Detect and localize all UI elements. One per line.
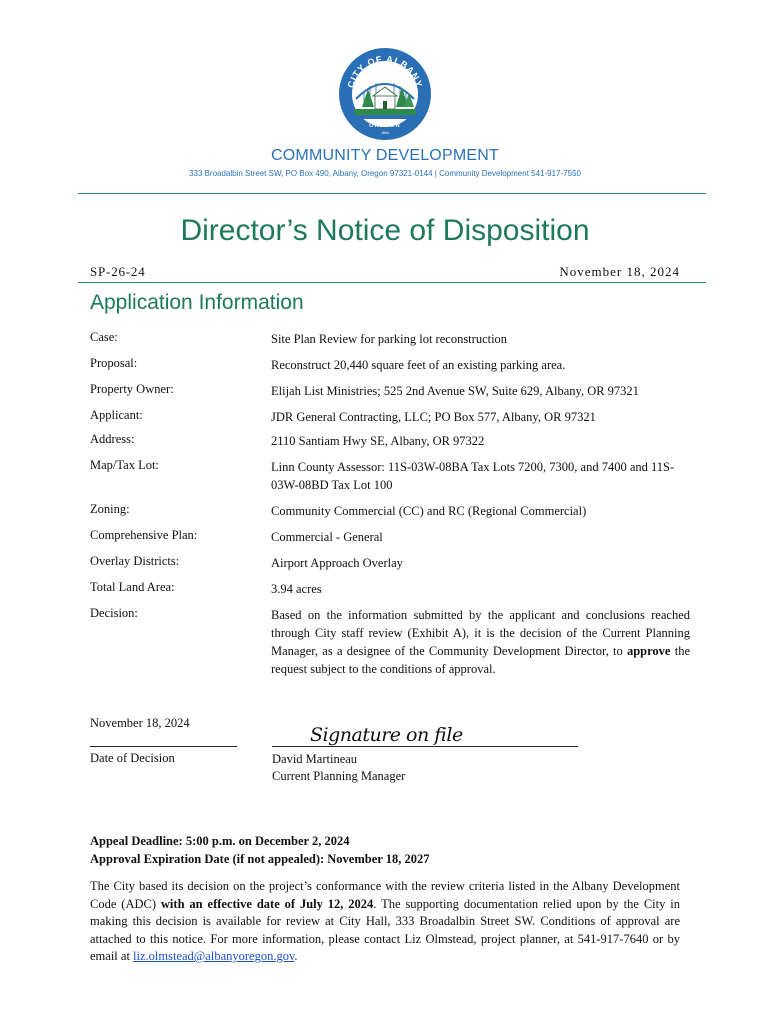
info-row-zoning	[90, 502, 690, 528]
decision-text-before: Based on the information submitted by the applicant and conclusions reached through City staff review (Exhibit A), it is the decision of the Current Planning Manager, as a designee of the Community Development Director, to	[271, 608, 690, 658]
date-signature-line	[90, 746, 237, 747]
info-row-address	[90, 432, 690, 458]
info-row-property-owner	[90, 382, 690, 408]
appeal-info	[90, 832, 429, 868]
decision-text-bold: approve	[626, 644, 671, 658]
decision-text-after: the request subject to the conditions of approval.	[271, 644, 691, 676]
section-heading-application-info: Application Information	[90, 291, 304, 314]
header-divider	[78, 193, 706, 194]
document-date: November 18, 2024	[559, 264, 680, 279]
department-address: 333 Broadalbin Street SW, PO Box 490, Albany, Oregon 97321-0144 | Community Development 541-917-7550	[189, 169, 581, 178]
document-title: Director’s Notice of Disposition	[180, 214, 590, 247]
signatory-title: Current Planning Manager	[272, 769, 406, 783]
info-row-comprehensive-plan	[90, 528, 690, 554]
info-label: Decision:	[90, 606, 138, 620]
logo-text-top: CITY OF ALBANY	[345, 53, 425, 89]
title-divider	[78, 282, 706, 283]
info-label: Zoning:	[90, 502, 130, 516]
info-value: Elijah List Ministries; 525 2nd Avenue SW, Suite 629, Albany, OR 97321	[271, 384, 639, 398]
signature-on-file: Signature on file	[310, 724, 463, 746]
info-row-applicant	[90, 408, 690, 432]
info-value: Commercial - General	[271, 530, 383, 544]
case-number: SP-26-24	[90, 264, 146, 279]
info-label: Proposal:	[90, 356, 138, 370]
department-name: COMMUNITY DEVELOPMENT	[271, 147, 499, 164]
info-label: Overlay Districts:	[90, 554, 180, 568]
info-label: Total Land Area:	[90, 580, 175, 594]
appeal-deadline: Appeal Deadline: 5:00 p.m. on December 2, 2024	[90, 834, 350, 848]
info-label: Applicant:	[90, 408, 143, 422]
info-label: Property Owner:	[90, 382, 174, 396]
info-value: Airport Approach Overlay	[271, 556, 403, 570]
approval-expiration: Approval Expiration Date (if not appealed): November 18, 2027	[90, 852, 430, 866]
info-row-proposal	[90, 356, 690, 382]
date-of-decision-caption: Date of Decision	[90, 751, 175, 765]
application-info-table	[90, 330, 690, 678]
info-row-map-tax-lot	[90, 458, 690, 502]
logo-text-bottom: OREGON	[369, 123, 401, 129]
info-value: 2110 Santiam Hwy SE, Albany, OR 97322	[271, 434, 485, 448]
info-row-total-land-area	[90, 580, 690, 606]
info-value: Linn County Assessor: 11S-03W-08BA Tax Lots 7200, 7300, and 7400 and 11S-03W-08BD Tax Lot 100	[271, 460, 675, 492]
signatory-name: David Martineau	[272, 752, 358, 766]
closing-text-2: . The supporting documentation relied upon by the City in making this decision is available for review at City Hall, 333 Broadalbin Street SW. Conditions of approval are attached to this notice. For more information, please contact Liz Olmstead, project planner, at 541-917-7640 or by email at	[90, 896, 680, 963]
closing-text-1: The City based its decision on the project’s conformance with the review criteria listed in the Albany Development Code (ADC)	[90, 879, 680, 911]
closing-text-3: .	[294, 949, 298, 963]
info-value: Site Plan Review for parking lot reconstruction	[271, 332, 508, 346]
info-label: Map/Tax Lot:	[90, 458, 159, 472]
contact-email-link[interactable]: liz.olmstead@albanyoregon.gov	[133, 949, 295, 963]
city-of-albany-logo	[338, 47, 432, 141]
info-label: Comprehensive Plan:	[90, 528, 198, 542]
info-row-case	[90, 330, 690, 356]
info-row-decision	[90, 606, 690, 678]
info-label: Address:	[90, 432, 135, 446]
signatory-block	[272, 751, 405, 785]
logo-text-est: 1864	[381, 131, 389, 135]
info-value: Community Commercial (CC) and RC (Regional Commercial)	[271, 504, 587, 518]
closing-text-bold: with an effective date of July 12, 2024	[160, 896, 374, 911]
closing-paragraph	[90, 878, 680, 966]
decision-text	[271, 606, 690, 678]
info-value: 3.94 acres	[271, 582, 322, 596]
info-label: Case:	[90, 330, 118, 344]
decision-date: November 18, 2024	[90, 716, 190, 730]
signature-line	[272, 746, 578, 747]
info-row-overlay-districts	[90, 554, 690, 580]
info-value: JDR General Contracting, LLC; PO Box 577, Albany, OR 97321	[271, 410, 596, 424]
info-value: Reconstruct 20,440 square feet of an existing parking area.	[271, 358, 566, 372]
